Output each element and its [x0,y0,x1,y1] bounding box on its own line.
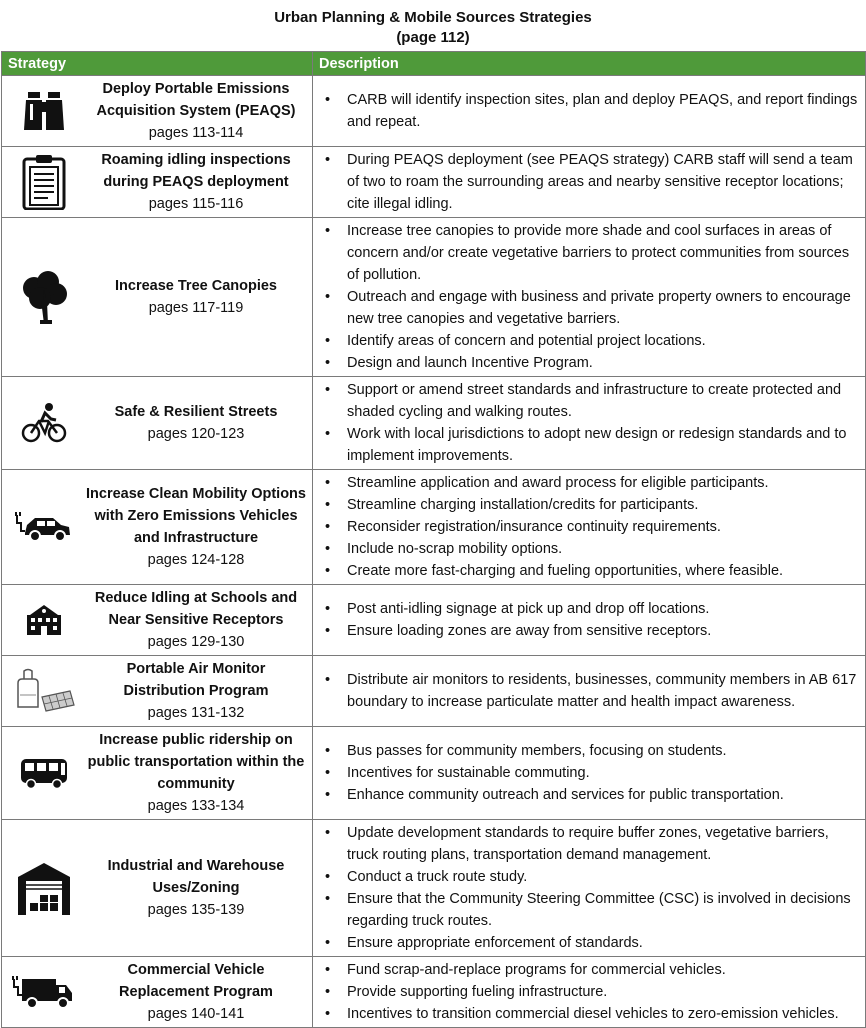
strategy-cell [2,76,313,147]
table-row [2,218,866,377]
description-cell [313,585,866,656]
header-strategy: Strategy [2,52,313,76]
table-row [2,470,866,585]
description-cell [313,218,866,377]
description-bullet: • Increase tree canopies to provide more shade and cool surfaces in areas of concern and/or create vegetative barriers to protect communities from sources of pollution. [319,220,859,286]
warehouse-icon [12,859,76,917]
description-bullet: • Support or amend street standards and infrastructure to create protected and shaded cycling and walking routes. [319,379,859,423]
description-bullet: • Ensure loading zones are away from sensitive receptors. [319,620,859,642]
title-line-1: Urban Planning & Mobile Sources Strategies [274,9,592,26]
description-list [319,822,859,954]
binoculars-icon [12,82,76,140]
description-cell [313,147,866,218]
description-cell [313,727,866,820]
table-row [2,727,866,820]
strategy-cell [2,585,313,656]
description-list [319,669,859,713]
table-row [2,820,866,957]
strategy-name: Deploy Portable Emissions Acquisition System (PEAQS) [96,81,296,119]
strategy-pages: pages 115-116 [148,196,244,212]
description-bullet: • CARB will identify inspection sites, plan and deploy PEAQS, and report findings and repeat. [319,89,859,133]
strategy-cell [2,470,313,585]
strategy-pages: pages 135-139 [147,902,245,918]
description-list [319,89,859,133]
cyclist-icon [12,394,76,452]
strategy-name: Industrial and Warehouse Uses/Zoning [107,858,285,896]
description-bullet: • Reconsider registration/insurance continuity requirements. [319,516,859,538]
strategy-cell [2,377,313,470]
description-bullet: • Update development standards to require buffer zones, vegetative barriers, truck routing plans, transportation demand management. [319,822,859,866]
strategy-name: Increase Clean Mobility Options with Zero Emissions Vehicles and Infrastructure [86,486,306,546]
description-bullet: • Fund scrap-and-replace programs for commercial vehicles. [319,959,859,981]
description-bullet: • Conduct a truck route study. [319,866,859,888]
description-cell [313,470,866,585]
clipboard-icon [12,153,76,211]
description-list [319,220,859,374]
air-monitor-icon [12,662,76,720]
electric-truck-icon [12,963,76,1021]
description-bullet: • Incentives for sustainable commuting. [319,762,859,784]
electric-car-icon [12,498,76,556]
description-bullet: • Distribute air monitors to residents, businesses, community members in AB 617 boundary to increase particulate matter and health impact awareness. [319,669,859,713]
strategy-pages: pages 117-119 [148,300,244,316]
strategy-cell [2,727,313,820]
description-bullet: • Identify areas of concern and potential project locations. [319,330,859,352]
description-cell [313,820,866,957]
strategy-pages: pages 124-128 [147,552,245,568]
description-bullet: • Post anti-idling signage at pick up and drop off locations. [319,598,859,620]
strategy-name: Increase Tree Canopies [115,278,277,294]
school-icon [12,591,76,649]
description-list [319,379,859,467]
table-row [2,76,866,147]
tree-icon [12,268,76,326]
table-row [2,957,866,1028]
strategy-cell [2,147,313,218]
description-bullet: • Enhance community outreach and services for public transportation. [319,784,859,806]
table-row [2,377,866,470]
description-list [319,472,859,582]
description-cell [313,656,866,727]
strategy-cell [2,656,313,727]
description-bullet: • During PEAQS deployment (see PEAQS strategy) CARB staff will send a team of two to roam the surrounding areas and nearby sensitive receptor locations; cite illegal idling. [319,149,859,215]
description-bullet: • Provide supporting fueling infrastructure. [319,981,859,1003]
description-bullet: • Streamline application and award process for eligible participants. [319,472,859,494]
description-bullet: • Include no-scrap mobility options. [319,538,859,560]
strategies-table [1,51,866,1028]
strategy-pages: pages 133-134 [147,798,245,814]
strategy-pages: pages 140-141 [147,1006,245,1022]
strategy-name: Safe & Resilient Streets [114,404,278,420]
strategy-cell [2,820,313,957]
table-row [2,585,866,656]
strategy-name: Increase public ridership on public transportation within the community [87,732,305,792]
description-bullet: • Incentives to transition commercial diesel vehicles to zero-emission vehicles. [319,1003,859,1025]
description-bullet: • Ensure that the Community Steering Committee (CSC) is involved in decisions regarding truck routes. [319,888,859,932]
strategy-name: Commercial Vehicle Replacement Program [119,962,273,1000]
description-list [319,959,859,1025]
table-header-row [2,52,866,76]
strategy-pages: pages 129-130 [147,634,245,650]
strategy-name: Reduce Idling at Schools and Near Sensitive Receptors [94,590,298,628]
description-list [319,598,859,642]
description-bullet: • Outreach and engage with business and private property owners to encourage new tree canopies and vegetative barriers. [319,286,859,330]
strategy-name: Roaming idling inspections during PEAQS deployment [101,152,291,190]
strategy-cell [2,957,313,1028]
strategy-pages: pages 113-114 [148,125,244,141]
description-bullet: • Ensure appropriate enforcement of standards. [319,932,859,954]
title-line-2: (page 112) [396,29,470,46]
description-bullet: • Work with local jurisdictions to adopt new design or redesign standards and to implement improvements. [319,423,859,467]
description-list [319,149,859,215]
description-cell [313,377,866,470]
strategy-pages: pages 131-132 [147,705,245,721]
header-description: Description [313,52,866,76]
description-cell [313,76,866,147]
description-bullet: • Create more fast-charging and fueling opportunities, where feasible. [319,560,859,582]
description-bullet: • Design and launch Incentive Program. [319,352,859,374]
table-body [2,76,866,1028]
description-bullet: • Bus passes for community members, focusing on students. [319,740,859,762]
strategy-pages: pages 120-123 [147,426,245,442]
strategy-name: Portable Air Monitor Distribution Program [123,661,269,699]
strategy-cell [2,218,313,377]
table-row [2,147,866,218]
table-row [2,656,866,727]
page-title [0,8,866,48]
description-cell [313,957,866,1028]
bus-icon [12,744,76,802]
description-list [319,740,859,806]
description-bullet: • Streamline charging installation/credits for participants. [319,494,859,516]
